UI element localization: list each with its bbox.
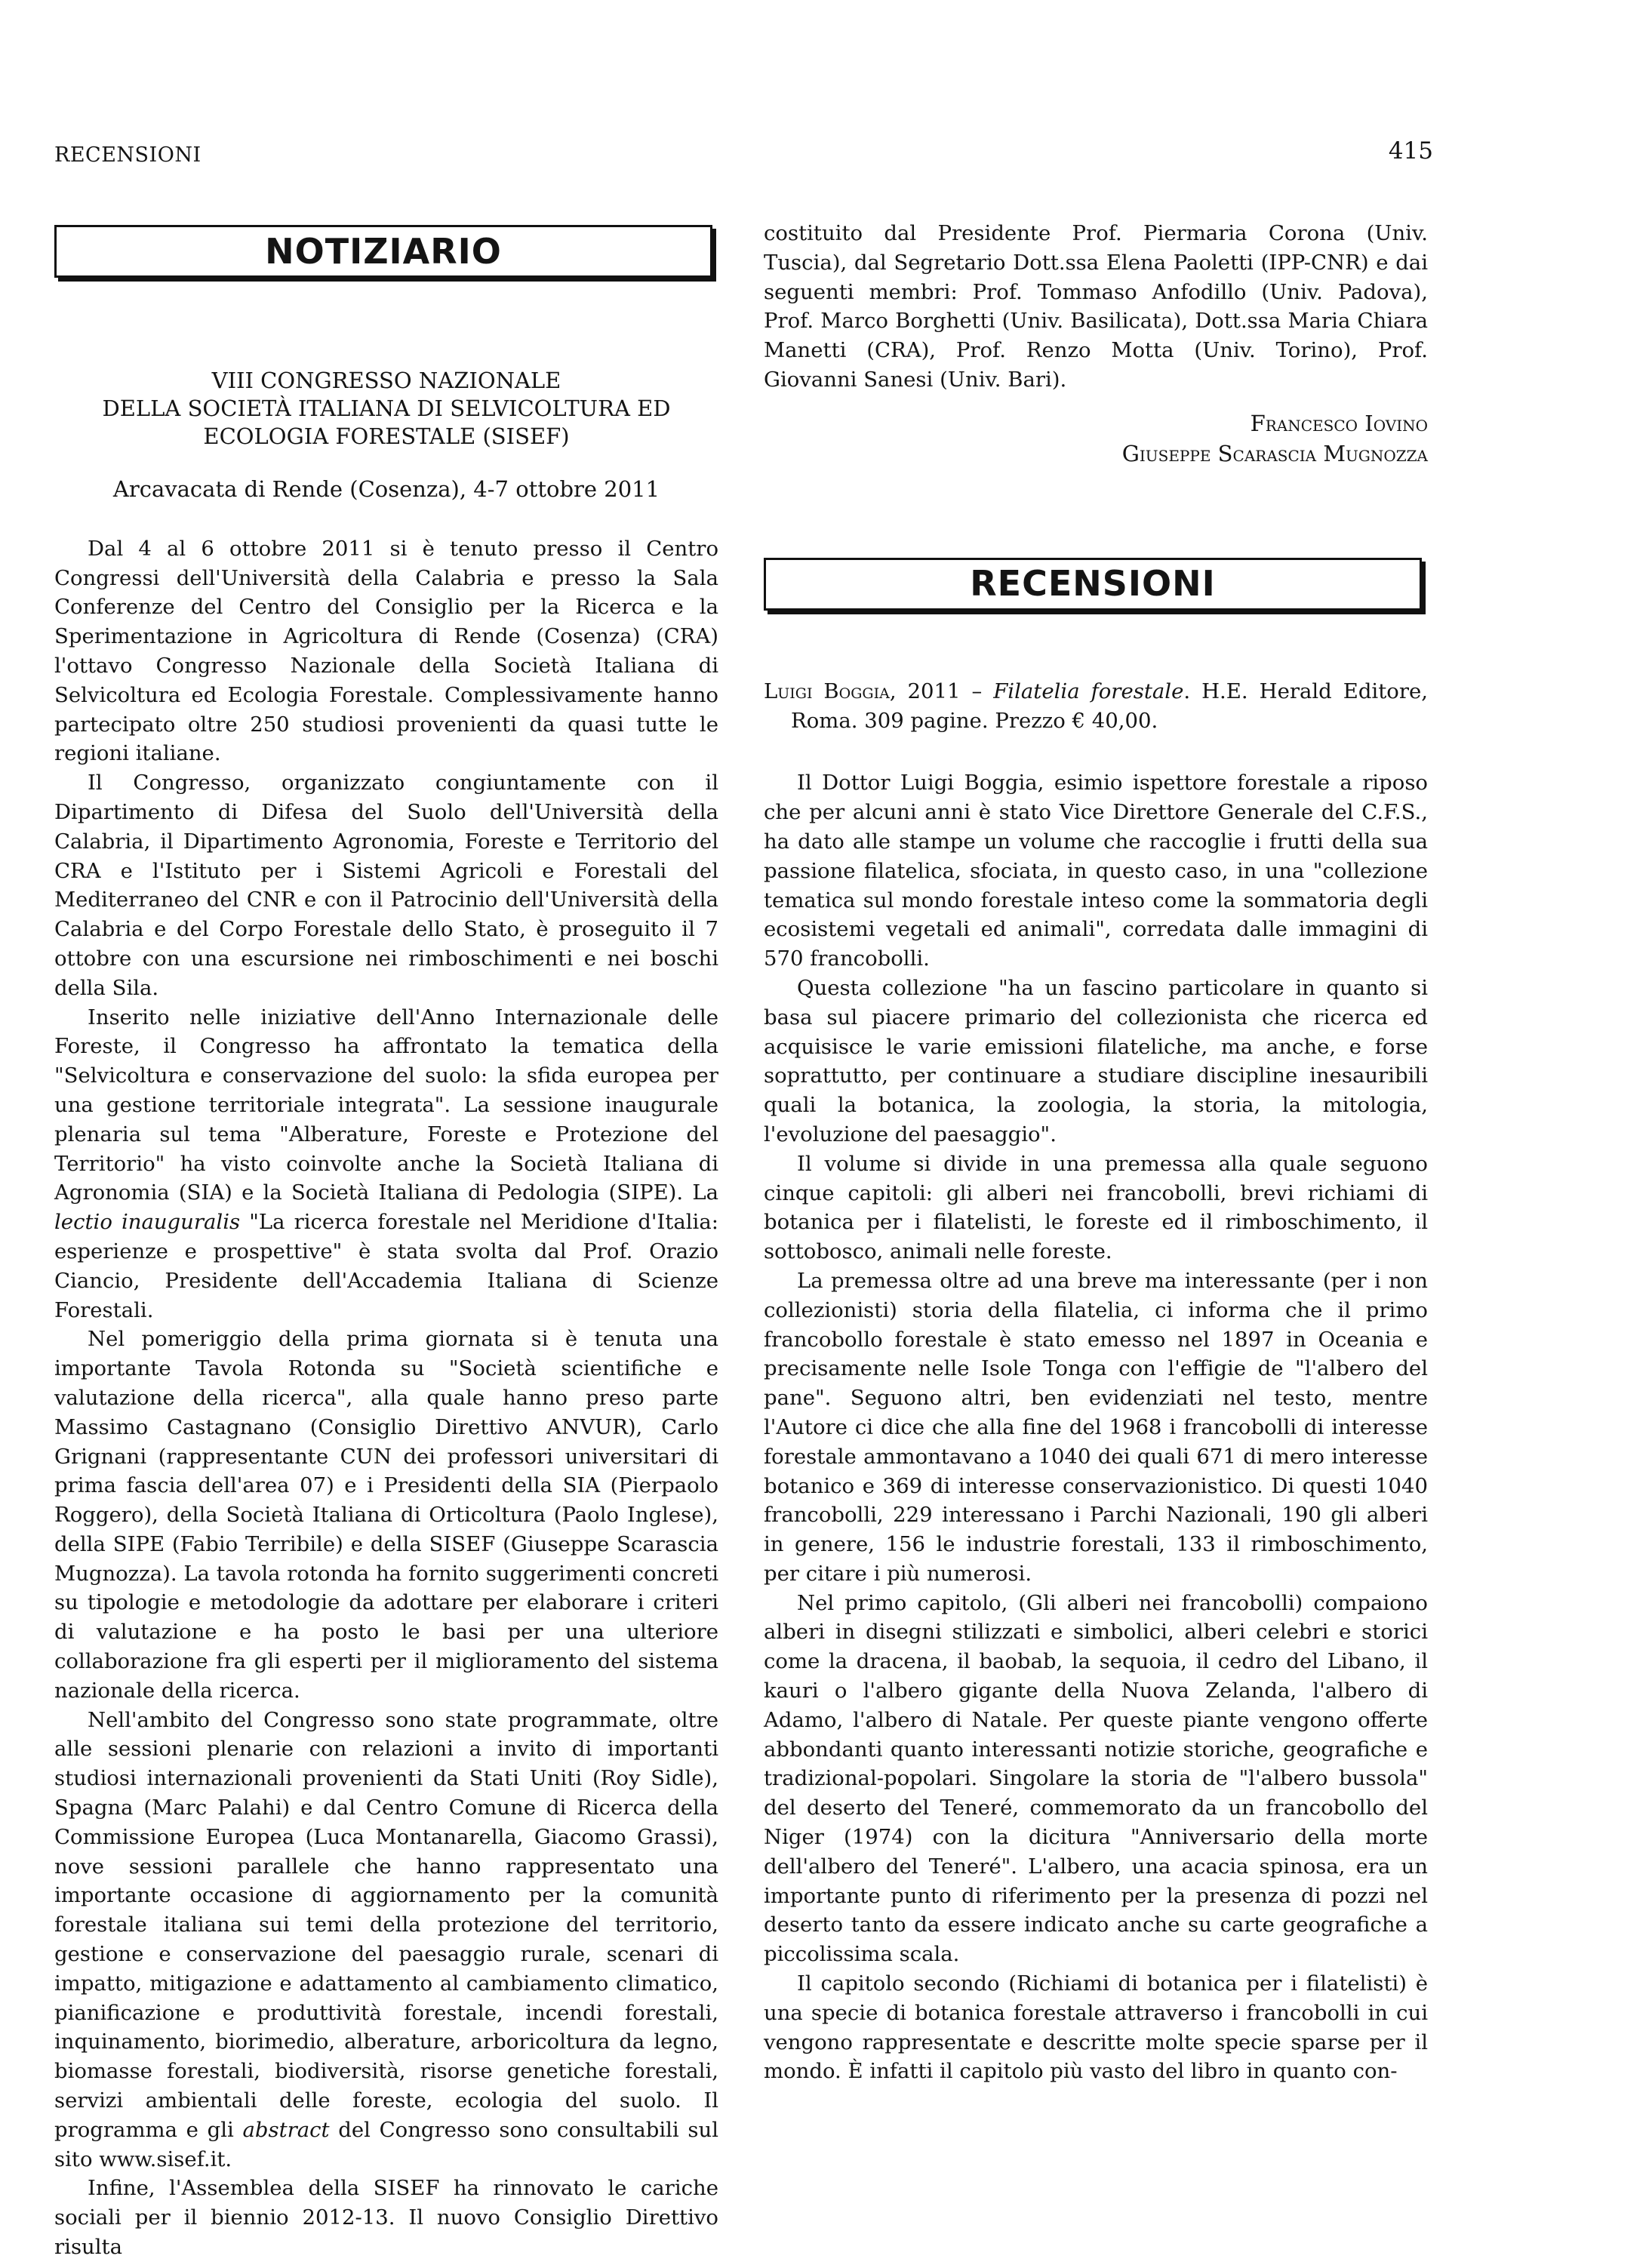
review-paragraph-2: Questa collezione "ha un fascino particolare in quanto si basa sul piacere primario del collezionista che ricerca ed acquisisce le varie emissioni filateliche, ma anche, e forse soprattutto, per continuare a studiare discipline inesauribili quali la botanica, la zoologia, la storia, la mitologia, l'evoluzione del paesaggio".	[764, 975, 1428, 1146]
review-paragraph-1: Il Dottor Luigi Boggia, esimio ispettore forestale a riposo che per alcuni anni è stato Vice Direttore Generale del C.F.S., ha dato alle stampe un volume che raccoglie i frutti della sua passione filatelica, sfociata, in questo caso, in una "collezione tematica sul mondo forestale inteso come la sommatoria degli ecosistemi vegetali ed animali", corredata dalle immagini di 570 francobolli.	[764, 771, 1428, 971]
book-year: , 2011 –	[889, 679, 994, 703]
book-author: Luigi Boggia	[764, 679, 890, 703]
signatures	[764, 408, 1428, 469]
review-paragraph-6: Il capitolo secondo (Richiami di botanica per i filatelisti) è una specie di botanica forestale attraverso i francobolli in cui vengono rappresentate e descritte molte specie sparse per il mondo. È infatti il capitolo più vasto del libro in quanto con-	[764, 1971, 1428, 2084]
paragraph-3-text-a: Inserito nelle iniziative dell'Anno Internazionale delle Foreste, il Congresso ha affrontato la tematica della "Selvicoltura e conservazione del suolo: la sfida europea per una gestione territoriale integrata". La sessione inaugurale plenaria sul tema "Alberature, Foreste e Protezione del Territorio" ha visto coinvolte anche la Società Italiana di Agronomia (SIA) e la Società Italiana di Pedologia (SIPE). La	[54, 1005, 718, 1205]
right-column	[764, 219, 1428, 2086]
review-paragraph-5: Nel primo capitolo, (Gli alberi nei francobolli) compaiono alberi in disegni stilizzati e simbolici, alberi celebri e storici come la dracena, il baobab, la sequoia, il cedro del Libano, il kauri o l'albero gigante della Nuova Zelanda, l'albero di Adamo, l'albero di Natale. Per queste piante vengono offerte abbondanti quanto interessanti notizie storiche, geografiche e tradizional-popolari. Singolare la storia de "l'albero bussola" del deserto del Teneré, commemorato da un francobollo del Niger (1974) con la dicitura "Anniversario della morte dell'albero del Teneré". L'albero, una acacia spinosa, era un importante punto di riferimento per la presenza di pozzi nel deserto tanto da essere indicato anche su carte geografiche a piccolissima scala.	[764, 1590, 1428, 1967]
congress-place-date: Arcavacata di Rende (Cosenza), 4-7 ottobre 2011	[112, 476, 660, 502]
paragraph-5-text-b: del Congresso sono consultabili sul sito www.sisef.it.	[54, 2117, 718, 2171]
recensioni-heading: RECENSIONI	[764, 558, 1422, 611]
paragraph-3-text-b: "La ricerca forestale nel Meridione d'Italia: esperienze e prospettive" è stata svolta dal Prof. Orazio Ciancio, Presidente dell'Accademia Italiana di Scienze Forestali.	[54, 1210, 718, 1322]
signature-iovino: Francesco Iovino	[1250, 410, 1428, 436]
abstract-term: abstract	[242, 2117, 330, 2142]
notiziario-paragraph-3	[54, 1003, 718, 1325]
notiziario-paragraph-6: Infine, l'Assemblea della SISEF ha rinnovato le cariche sociali per il biennio 2012-13. Il nuovo Consiglio Direttivo risulta	[54, 2176, 718, 2260]
book-reference	[764, 677, 1428, 736]
notiziario-paragraph-4: Nel pomeriggio della prima giornata si è tenuta una importante Tavola Rotonda su "Società scientifiche e valutazione della ricerca", alla quale hanno preso parte Massimo Castagnano (Consiglio Direttivo ANVUR), Carlo Grignani (rappresentante CUN dei professori universitari di prima fascia dell'area 07) e i Presidenti della SIA (Pierpaolo Roggero), della Società Italiana di Orticoltura (Paolo Inglese), della SIPE (Fabio Terribile) e della SISEF (Giuseppe Scarascia Mugnozza). La tavola rotonda ha fornito suggerimenti concreti su tipologie e metodologie da adottare per elaborare i criteri di valutazione e ha posto le basi per una ulteriore collaborazione fra gli esperti per il miglioramento del sistema nazionale della ricerca.	[54, 1327, 718, 1703]
notiziario-paragraph-2: Il Congresso, organizzato congiuntamente con il Dipartimento di Difesa del Suolo dell'Università della Calabria, il Dipartimento Agronomia, Foreste e Territorio del CRA e l'Istituto per i Sistemi Agricoli e Forestali del Mediterraneo del CNR e con il Patrocinio dell'Università della Calabria e del Corpo Forestale dello Stato, è proseguito il 7 ottobre con una escursione nei rimboschimenti e nei boschi della Sila.	[54, 771, 718, 1000]
review-paragraph-4: La premessa oltre ad una breve ma interessante (per i non collezionisti) storia della filatelia, ci informa che il primo francobollo forestale è stato emesso nel 1897 in Oceania e precisamente nelle Isole Tonga con l'effigie de "l'albero del pane". Seguono altri, ben evidenziati nel testo, mentre l'Autore ci dice che alla fine del 1968 i francobolli di interesse forestale ammontavano a 1040 dei quali 671 di mero interesse botanico e 369 di interesse conservazionistico. Di questi 1040 francobolli, 229 interessano i Parchi Nazionali, 190 gli alberi in genere, 156 le industrie forestali, 133 il rimboschimento, per citare i più numerosi.	[764, 1268, 1428, 1586]
lectio-inauguralis-term: lectio inauguralis	[54, 1210, 241, 1235]
running-head: RECENSIONI	[54, 143, 202, 167]
notiziario-paragraph-6-continued: costituito dal Presidente Prof. Piermaria Corona (Univ. Tuscia), dal Segretario Dott.ssa Elena Paoletti (IPP-CNR) e dai seguenti membri: Prof. Tommaso Anfodillo (Univ. Padova), Prof. Marco Borghetti (Univ. Basilicata), Dott.ssa Maria Chiara Manetti (CRA), Prof. Renzo Motta (Univ. Torino), Prof. Giovanni Sanesi (Univ. Bari).	[764, 221, 1428, 392]
congress-title-line-1: VIII CONGRESSO NAZIONALE	[211, 368, 561, 393]
notiziario-paragraph-5	[54, 1706, 718, 2174]
congress-title-line-2: DELLA SOCIETÀ ITALIANA DI SELVICOLTURA ED	[102, 395, 671, 421]
left-column	[54, 219, 718, 2262]
book-title: Filatelia forestale	[993, 679, 1184, 703]
congress-title-line-3: ECOLOGIA FORESTALE (SISEF)	[203, 423, 570, 449]
review-paragraph-3: Il volume si divide in una premessa alla quale seguono cinque capitoli: gli alberi nei francobolli, brevi richiami di botanica per i filatelisti, le foreste ed il rimboschimento, il sottobosco, animali nelle foreste.	[764, 1151, 1428, 1264]
paragraph-5-text-a: Nell'ambito del Congresso sono state programmate, oltre alle sessioni plenarie con relazioni a invito di importanti studiosi internazionali provenienti da Stati Uniti (Roy Sidle), Spagna (Marc Palahi) e dal Centro Comune di Ricerca della Commissione Europea (Luca Montanarella, Giacomo Grassi), nove sessioni parallele che hanno rappresentato una importante occasione di aggiornamento per la comunità forestale italiana sui temi della protezione del territorio, gestione e conservazione del paesaggio rurale, scenari di impatto, mitigazione e adattamento al cambiamento climatico, pianificazione e produttività forestale, incendi forestali, inquinamento, biorimedio, alberature, arboricoltura da legno, biomasse forestali, biodiversità, risorse genetiche forestali, servizi ambientali delle foreste, ecologia del suolo. Il programma e gli	[54, 1707, 718, 2142]
book-details: . H.E. Herald Editore, Roma. 309 pagine. Prezzo € 40,00.	[791, 679, 1429, 733]
page-number: 415	[1388, 137, 1433, 165]
notiziario-paragraph-1: Dal 4 al 6 ottobre 2011 si è tenuto presso il Centro Congressi dell'Università della Calabria e presso la Sala Conferenze del Centro del Consiglio per la Ricerca e la Sperimentazione in Agricoltura di Rende (Cosenza) (CRA) l'ottavo Congresso Nazionale della Società Italiana di Selvicoltura ed Ecologia Forestale. Complessivamente hanno partecipato oltre 250 studiosi provenienti da quasi tutte le regioni italiane.	[54, 536, 718, 766]
notiziario-heading: NOTIZIARIO	[54, 225, 712, 278]
congress-title	[54, 367, 718, 451]
signature-scarascia-mugnozza: Giuseppe Scarascia Mugnozza	[1121, 440, 1428, 466]
